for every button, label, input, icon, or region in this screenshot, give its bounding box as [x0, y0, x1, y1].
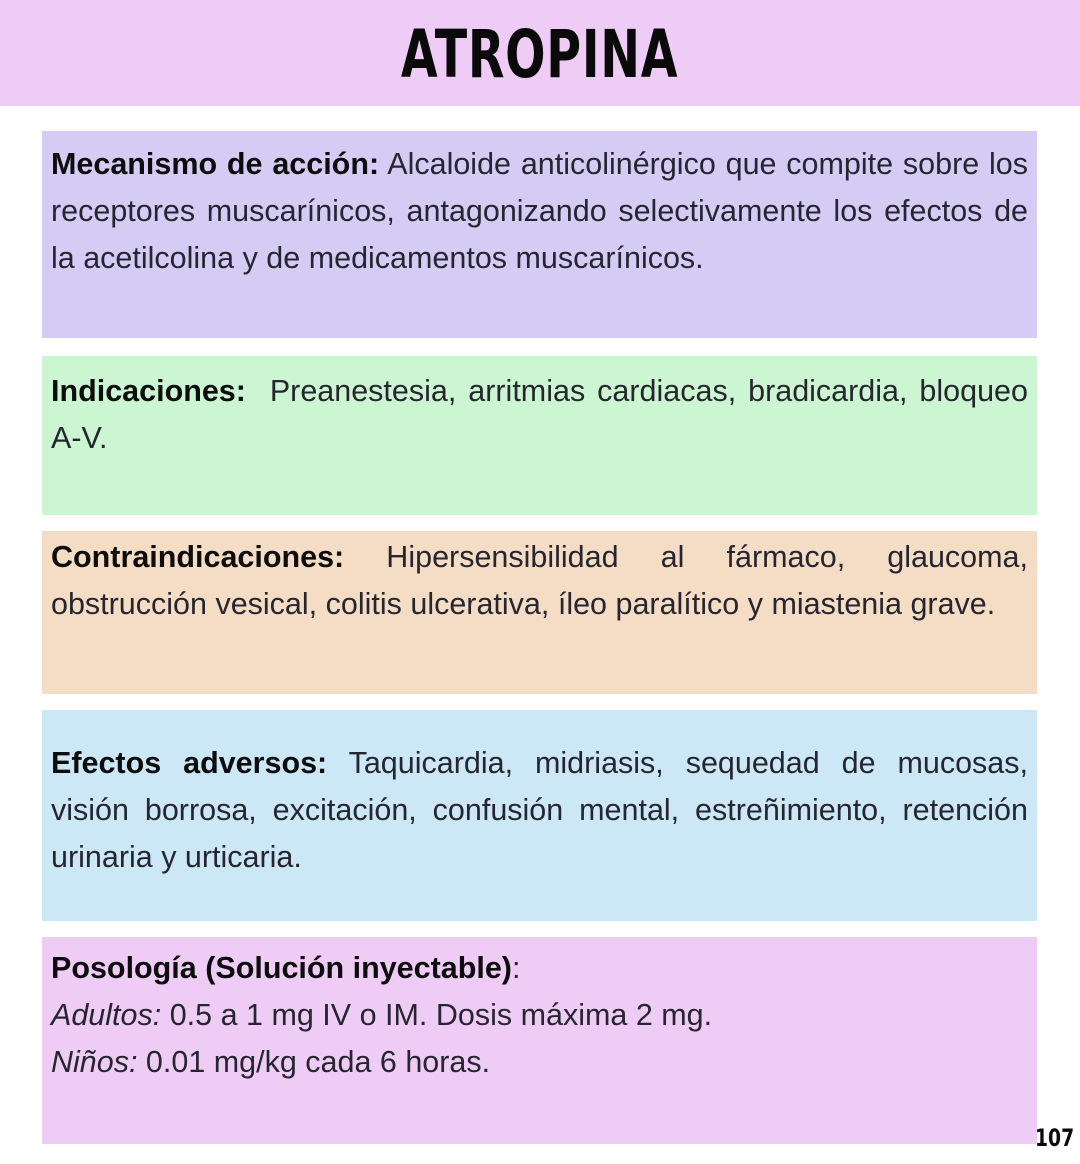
mechanism-paragraph	[51, 141, 1028, 282]
dosage-adults	[51, 992, 1028, 1039]
page-title: ATROPINA	[401, 15, 679, 93]
title-banner	[0, 0, 1080, 106]
indications-text: Preanestesia, arritmias cardiacas, bradicardia, bloqueo A-V.	[51, 374, 1035, 455]
adverse-effects-text: Taquicardia, midriasis, sequedad de mucosas, visión borrosa, excitación, confusión mental, estreñimiento, retención urinaria y urticaria.	[51, 746, 1028, 874]
adults-text: 0.5 a 1 mg IV o IM. Dosis máxima 2 mg.	[161, 998, 713, 1032]
dosage-children	[51, 1039, 1028, 1086]
indications-card	[42, 356, 1037, 515]
contraindications-card	[42, 531, 1037, 694]
children-label: Niños:	[51, 1045, 138, 1079]
adults-label: Adultos:	[51, 998, 162, 1032]
contraindications-text: Hipersensibilidad al fármaco, glaucoma, obstrucción vesical, colitis ulcerativa, íleo paralítico y miastenia grave.	[51, 540, 1028, 621]
contraindications-paragraph	[51, 534, 1028, 628]
dosage-label: Posología (Solución inyectable)	[51, 951, 512, 985]
contraindications-label: Contraindicaciones:	[51, 540, 345, 574]
indications-paragraph	[51, 368, 1035, 462]
indications-label: Indicaciones:	[51, 374, 246, 408]
adverse-effects-card	[42, 710, 1037, 921]
mechanism-of-action-card	[42, 131, 1037, 338]
dosage-heading	[51, 945, 1028, 992]
mechanism-text: Alcaloide anticolinérgico que compite sobre los receptores muscarínicos, antagonizando selectivamente los efectos de la acetilcolina y de medicamentos muscarínicos.	[51, 147, 1028, 275]
adverse-effects-paragraph	[51, 740, 1028, 881]
dosage-label-suffix: :	[511, 951, 521, 985]
children-text: 0.01 mg/kg cada 6 horas.	[137, 1045, 491, 1079]
adverse-effects-label: Efectos adversos:	[51, 746, 328, 780]
mechanism-label: Mecanismo de acción:	[51, 147, 380, 181]
dosage-card	[42, 937, 1037, 1144]
page-number: 107	[1034, 1124, 1074, 1152]
